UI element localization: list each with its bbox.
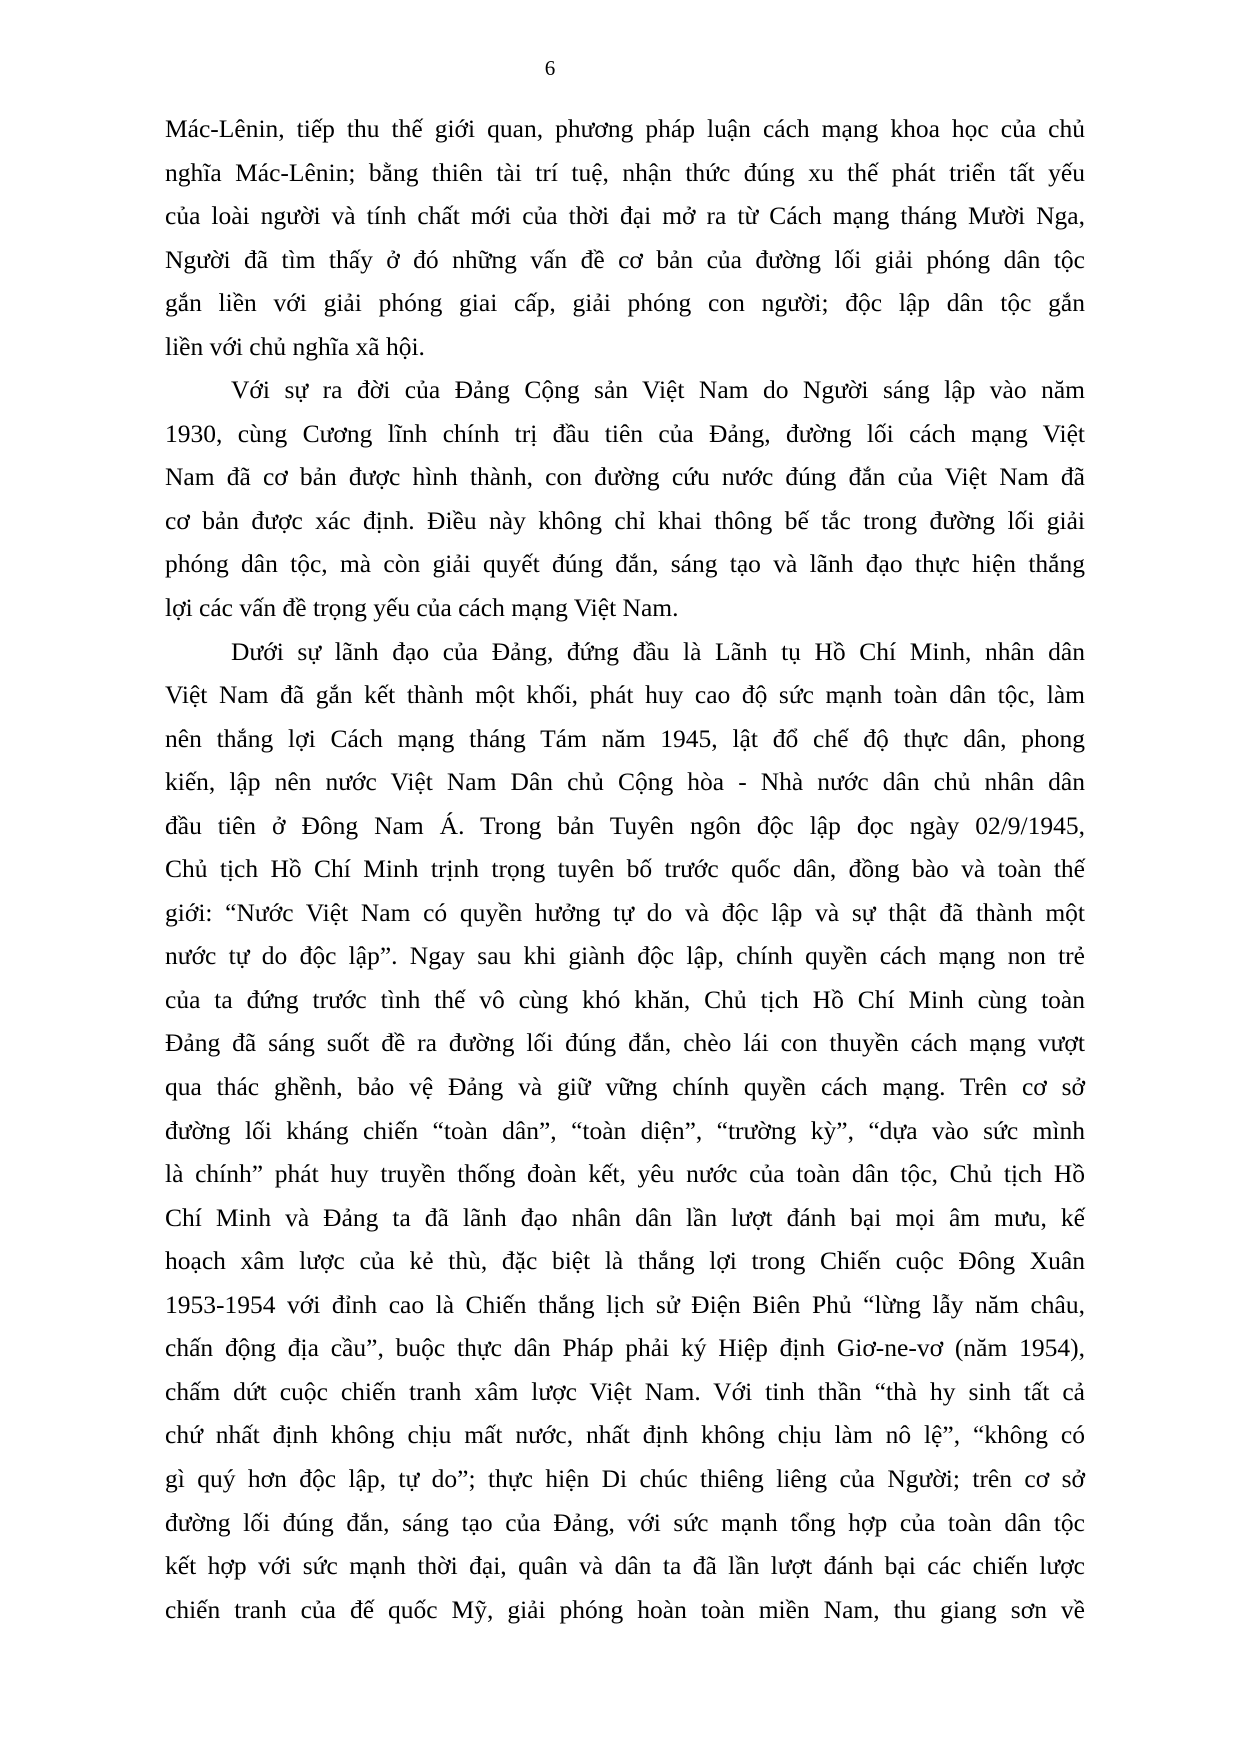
body-text	[165, 107, 1085, 1631]
text-line: của ta đứng trước tình thế vô cùng khó khăn, Chủ tịch Hồ Chí Minh cùng toàn	[165, 984, 1085, 1014]
text-line: 1953-1954 với đỉnh cao là Chiến thắng lịch sử Điện Biên Phủ “lừng lẫy năm châu,	[165, 1289, 1085, 1319]
text-line: đầu tiên ở Đông Nam Á. Trong bản Tuyên ngôn độc lập đọc ngày 02/9/1945,	[165, 810, 1085, 840]
text-line: giới: “Nước Việt Nam có quyền hưởng tự do và độc lập và sự thật đã thành một	[165, 897, 1085, 927]
text-line: Người đã tìm thấy ở đó những vấn đề cơ bản của đường lối giải phóng dân tộc	[165, 244, 1085, 274]
text-line: phóng dân tộc, mà còn giải quyết đúng đắn, sáng tạo và lãnh đạo thực hiện thắng	[165, 549, 1085, 579]
text-line: Chủ tịch Hồ Chí Minh trịnh trọng tuyên bố trước quốc dân, đồng bào và toàn thế	[165, 854, 1085, 884]
text-line: chấm dứt cuộc chiến tranh xâm lược Việt Nam. Với tinh thần “thà hy sinh tất cả	[165, 1376, 1085, 1406]
text-line: cơ bản được xác định. Điều này không chỉ khai thông bế tắc trong đường lối giải	[165, 505, 1085, 535]
text-line: đường lối kháng chiến “toàn dân”, “toàn diện”, “trường kỳ”, “dựa vào sức mình	[165, 1115, 1085, 1145]
text-line: nên thắng lợi Cách mạng tháng Tám năm 1945, lật đổ chế độ thực dân, phong	[165, 723, 1085, 753]
text-line: 1930, cùng Cương lĩnh chính trị đầu tiên của Đảng, đường lối cách mạng Việt	[165, 418, 1085, 448]
text-line: Đảng đã sáng suốt đề ra đường lối đúng đắn, chèo lái con thuyền cách mạng vượt	[165, 1028, 1085, 1058]
text-line: kiến, lập nên nước Việt Nam Dân chủ Cộng hòa - Nhà nước dân chủ nhân dân	[165, 767, 1085, 797]
text-line: liền với chủ nghĩa xã hội.	[165, 331, 425, 361]
text-line: chứ nhất định không chịu mất nước, nhất định không chịu làm nô lệ”, “không có	[165, 1420, 1085, 1450]
text-line: Dưới sự lãnh đạo của Đảng, đứng đầu là Lãnh tụ Hồ Chí Minh, nhân dân	[231, 636, 1085, 666]
text-line: là chính” phát huy truyền thống đoàn kết, yêu nước của toàn dân tộc, Chủ tịch Hồ	[165, 1159, 1085, 1189]
text-line: gì quý hơn độc lập, tự do”; thực hiện Di chúc thiêng liêng của Người; trên cơ sở	[165, 1463, 1085, 1493]
text-line: Với sự ra đời của Đảng Cộng sản Việt Nam do Người sáng lập vào năm	[231, 375, 1085, 405]
text-line: nước tự do độc lập”. Ngay sau khi giành độc lập, chính quyền cách mạng non trẻ	[165, 941, 1085, 971]
page-number: 6	[544, 56, 556, 80]
text-line: qua thác ghềnh, bảo vệ Đảng và giữ vững chính quyền cách mạng. Trên cơ sở	[165, 1072, 1085, 1102]
paragraph	[165, 368, 1085, 629]
text-line: của loài người và tính chất mới của thời đại mở ra từ Cách mạng tháng Mười Nga,	[165, 201, 1085, 231]
text-line: Nam đã cơ bản được hình thành, con đường cứu nước đúng đắn của Việt Nam đã	[165, 462, 1085, 492]
text-line: đường lối đúng đắn, sáng tạo của Đảng, với sức mạnh tổng hợp của toàn dân tộc	[165, 1507, 1085, 1537]
text-line: Chí Minh và Đảng ta đã lãnh đạo nhân dân lần lượt đánh bại mọi âm mưu, kế	[165, 1202, 1085, 1232]
text-line: Việt Nam đã gắn kết thành một khối, phát huy cao độ sức mạnh toàn dân tộc, làm	[165, 680, 1085, 710]
text-line: kết hợp với sức mạnh thời đại, quân và dân ta đã lần lượt đánh bại các chiến lược	[165, 1551, 1085, 1581]
text-line: Mác-Lênin, tiếp thu thế giới quan, phương pháp luận cách mạng khoa học của chủ	[165, 114, 1085, 143]
text-line: lợi các vấn đề trọng yếu của cách mạng Việt Nam.	[165, 593, 679, 623]
text-line: gắn liền với giải phóng giai cấp, giải phóng con người; độc lập dân tộc gắn	[165, 288, 1085, 318]
paragraph	[165, 630, 1085, 1632]
text-line: chiến tranh của đế quốc Mỹ, giải phóng hoàn toàn miền Nam, thu giang sơn về	[165, 1594, 1085, 1624]
text-line: chấn động địa cầu”, buộc thực dân Pháp phải ký Hiệp định Giơ-ne-vơ (năm 1954),	[165, 1333, 1085, 1363]
text-line: nghĩa Mác-Lênin; bằng thiên tài trí tuệ, nhận thức đúng xu thế phát triển tất yếu	[165, 157, 1085, 187]
text-line: hoạch xâm lược của kẻ thù, đặc biệt là thắng lợi trong Chiến cuộc Đông Xuân	[165, 1246, 1085, 1276]
paragraph	[165, 107, 1085, 368]
